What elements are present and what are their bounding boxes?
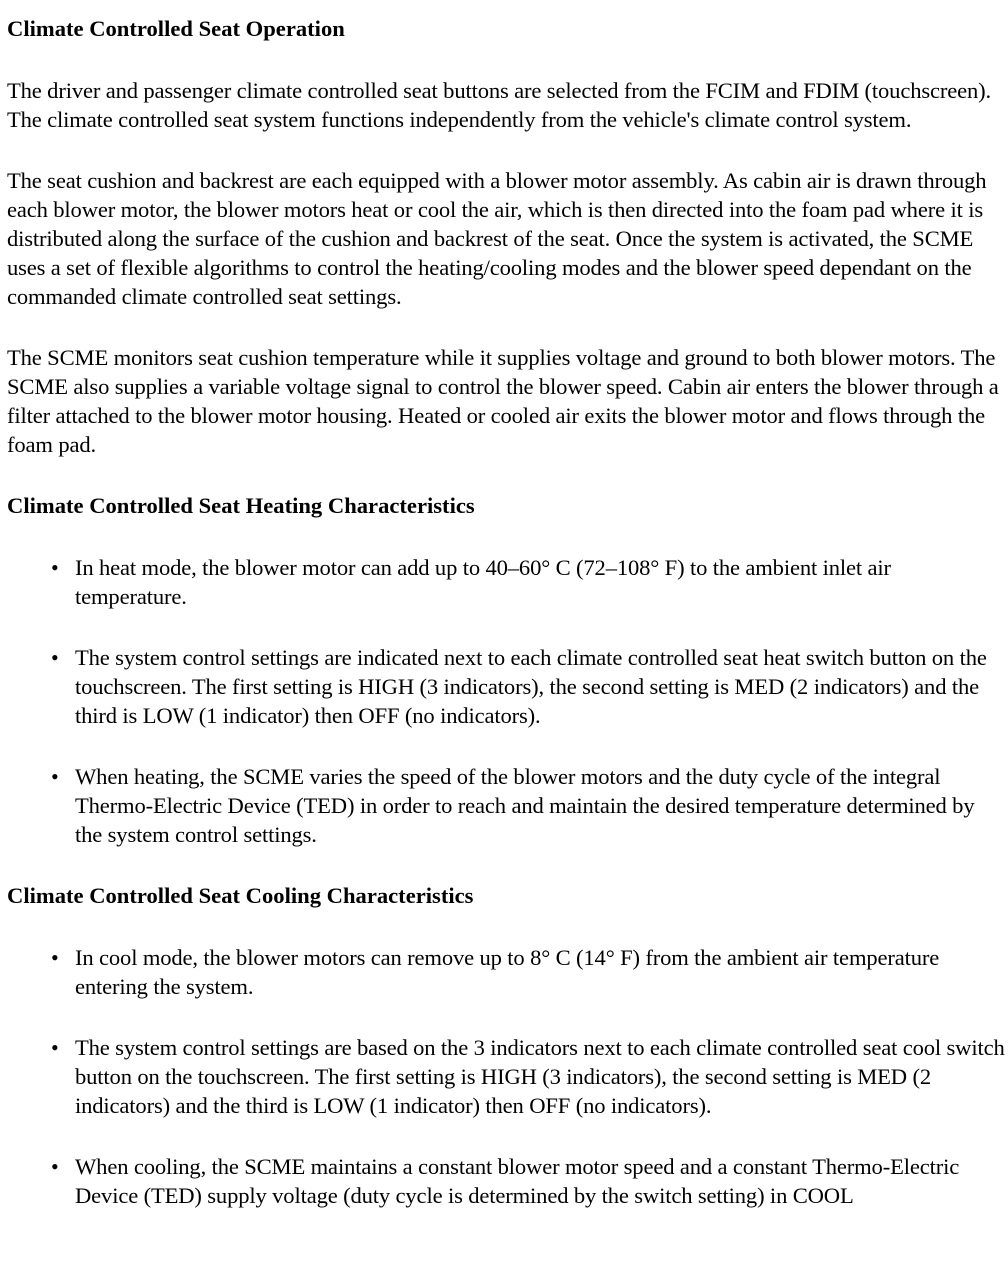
- bullet-icon: •: [51, 945, 59, 970]
- list-item: [7, 643, 1005, 730]
- section-title-cooling: Climate Controlled Seat Cooling Characteristics: [7, 883, 474, 908]
- list-item-text: The system control settings are indicated next to each climate controlled seat heat switch button on the touchscreen. The first setting is HIGH (3 indicators), the second setting is MED (2 indicators) and the third is LOW (1 indicator) then OFF (no indicators).: [75, 645, 987, 728]
- cooling-bullet-list: [7, 943, 1005, 1210]
- list-item-text: In heat mode, the blower motor can add up to 40–60° C (72–108° F) to the ambient inlet air temperature.: [75, 555, 891, 609]
- list-item: [7, 1033, 1005, 1120]
- bullet-icon: •: [51, 645, 59, 670]
- operation-paragraph-3: The SCME monitors seat cushion temperature while it supplies voltage and ground to both blower motors. The SCME also supplies a variable voltage signal to control the blower speed. Cabin air enters the blower through a filter attached to the blower motor housing. Heated or cooled air exits the blower motor and flows through the foam pad.: [7, 345, 999, 457]
- operation-paragraph-2: The seat cushion and backrest are each equipped with a blower motor assembly. As cabin air is drawn through each blower motor, the blower motors heat or cool the air, which is then directed into the foam pad where it is distributed along the surface of the cushion and backrest of the seat. Once the system is activated, the SCME uses a set of flexible algorithms to control the heating/cooling modes and the blower speed dependant on the commanded climate controlled seat settings.: [7, 168, 987, 309]
- bullet-icon: •: [51, 1154, 59, 1179]
- operation-paragraph-1: The driver and passenger climate controlled seat buttons are selected from the FCIM and FDIM (touchscreen). The climate controlled seat system functions independently from the vehicle's climate control system.: [7, 78, 992, 132]
- list-item-text: When heating, the SCME varies the speed of the blower motors and the duty cycle of the integral Thermo-Electric Device (TED) in order to reach and maintain the desired temperature determined by the system control settings.: [75, 764, 975, 847]
- list-item: [7, 943, 1005, 1001]
- list-item: [7, 1152, 1005, 1210]
- list-item-text: When cooling, the SCME maintains a constant blower motor speed and a constant Thermo-Electric Device (TED) supply voltage (duty cycle is determined by the switch setting) in COOL: [75, 1154, 960, 1208]
- list-item-text: In cool mode, the blower motors can remove up to 8° C (14° F) from the ambient air temperature entering the system.: [75, 945, 940, 999]
- list-item-text: The system control settings are based on the 3 indicators next to each climate controlled seat cool switch button on the touchscreen. The first setting is HIGH (3 indicators), the second setting is MED (2 indicators) and the third is LOW (1 indicator) then OFF (no indicators).: [75, 1035, 1005, 1118]
- list-item: [7, 762, 1005, 849]
- section-title-heating: Climate Controlled Seat Heating Characteristics: [7, 493, 475, 518]
- heating-bullet-list: [7, 553, 1005, 849]
- section-title-operation: Climate Controlled Seat Operation: [7, 16, 345, 41]
- bullet-icon: •: [51, 764, 59, 789]
- document-page: [7, 14, 1005, 1210]
- bullet-icon: •: [51, 1035, 59, 1060]
- bullet-icon: •: [51, 555, 59, 580]
- list-item: [7, 553, 1005, 611]
